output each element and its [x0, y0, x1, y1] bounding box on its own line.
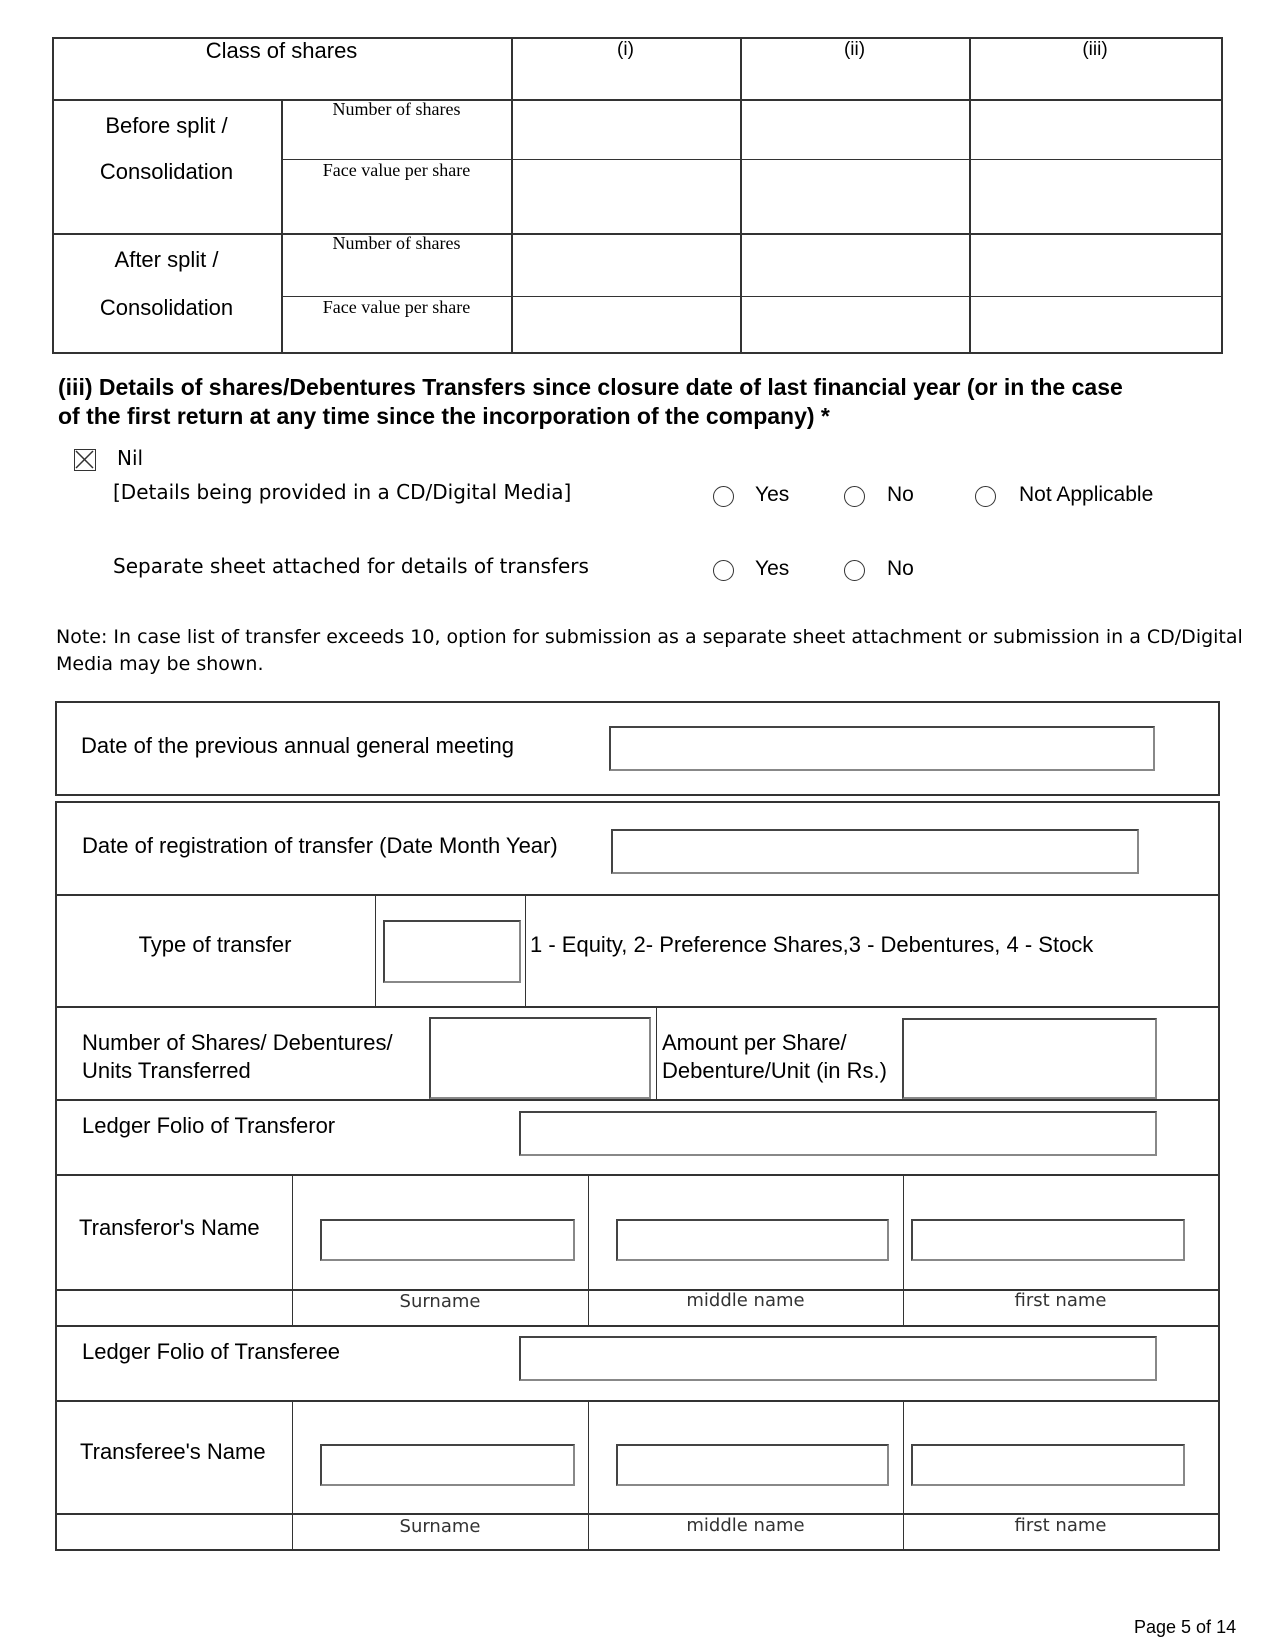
- column-header-i: (i): [617, 39, 634, 60]
- num-units-input[interactable]: [429, 1017, 651, 1099]
- reg-date-label: Date of registration of transfer (Date Month Year): [82, 833, 558, 858]
- separate-sheet-label: Separate sheet attached for details of transfers: [113, 554, 589, 578]
- type-of-transfer-legend: 1 - Equity, 2- Preference Shares,3 - Debentures, 4 - Stock: [530, 932, 1094, 957]
- cell-divider: [375, 894, 376, 1006]
- cd-media-label: [Details being provided in a CD/Digital Media]: [113, 480, 572, 504]
- cd-media-not-applicable-radio[interactable]: [975, 486, 996, 507]
- class-of-shares-header: Class of shares: [205, 38, 358, 63]
- after-face-value-ii-cell[interactable]: [742, 298, 968, 351]
- row-divider: [55, 1325, 1220, 1327]
- after-number-of-shares-ii-cell[interactable]: [742, 235, 968, 295]
- prev-agm-label: Date of the previous annual general meeting: [81, 733, 514, 758]
- section-iii-heading-line2: of the first return at any time since the incorporation of the company) *: [58, 403, 830, 429]
- ledger-transferor-label: Ledger Folio of Transferor: [82, 1113, 336, 1138]
- prev-agm-date-input[interactable]: [609, 726, 1155, 771]
- form-border: [55, 801, 1220, 803]
- transferee-first-name-caption: first name: [1014, 1515, 1107, 1536]
- cd-media-no-label: No: [887, 483, 914, 506]
- row-divider: [55, 894, 1220, 896]
- after-number-of-shares-label: Number of shares: [332, 233, 461, 253]
- transferor-first-name-caption: first name: [1014, 1290, 1107, 1311]
- before-face-value-ii-cell[interactable]: [742, 161, 968, 232]
- amount-label-1: Amount per Share/: [662, 1030, 847, 1055]
- before-face-value-i-cell[interactable]: [513, 161, 739, 232]
- note-line1: Note: In case list of transfer exceeds 10, option for submission as a separate sheet attachment or submission in a CD/Digital: [56, 626, 1243, 648]
- transferor-first-name-input[interactable]: [911, 1219, 1185, 1261]
- column-header-iii: (iii): [1082, 39, 1108, 60]
- transferee-name-label: Transferee's Name: [80, 1439, 266, 1464]
- section-iii-heading-line1: (iii) Details of shares/Debentures Transfers since closure date of last financial year (or in the case: [58, 374, 1123, 400]
- note-line2: Media may be shown.: [56, 653, 264, 675]
- checkbox-x-icon: [75, 450, 94, 469]
- transferor-middle-name-input[interactable]: [616, 1219, 889, 1261]
- transferor-name-label: Transferor's Name: [79, 1215, 260, 1240]
- form-border: [55, 801, 57, 1551]
- before-number-of-shares-i-cell[interactable]: [513, 101, 739, 158]
- before-face-value-label: Face value per share: [322, 160, 471, 180]
- after-split-label-1: After split /: [114, 247, 219, 272]
- ledger-transferee-input[interactable]: [519, 1336, 1157, 1381]
- num-units-label-2: Units Transferred: [82, 1058, 251, 1083]
- ledger-transferee-label: Ledger Folio of Transferee: [82, 1339, 341, 1364]
- nil-checkbox[interactable]: [74, 449, 96, 471]
- cd-media-yes-label: Yes: [755, 483, 790, 506]
- transferor-surname-caption: Surname: [399, 1291, 481, 1312]
- before-split-label-2: Consolidation: [99, 159, 234, 184]
- after-face-value-label: Face value per share: [322, 297, 471, 317]
- reg-date-input[interactable]: [611, 829, 1139, 874]
- page-number: Page 5 of 14: [1134, 1617, 1237, 1637]
- transferor-middle-name-caption: middle name: [686, 1290, 805, 1311]
- transferee-first-name-input[interactable]: [911, 1444, 1185, 1486]
- separate-sheet-yes-label: Yes: [755, 557, 790, 580]
- cd-media-not-applicable-label: Not Applicable: [1019, 483, 1154, 506]
- before-number-of-shares-iii-cell[interactable]: [971, 101, 1220, 158]
- transferee-middle-name-input[interactable]: [616, 1444, 889, 1486]
- type-of-transfer-label: Type of transfer: [138, 932, 292, 957]
- after-number-of-shares-i-cell[interactable]: [513, 235, 739, 295]
- before-number-of-shares-ii-cell[interactable]: [742, 101, 968, 158]
- cd-media-yes-radio[interactable]: [713, 486, 734, 507]
- row-divider: [55, 1099, 1220, 1101]
- row-divider: [55, 1006, 1220, 1008]
- type-of-transfer-input[interactable]: [383, 920, 521, 983]
- num-units-label-1: Number of Shares/ Debentures/: [82, 1030, 393, 1055]
- row-divider: [55, 1400, 1220, 1402]
- form-border: [55, 1549, 1220, 1551]
- before-face-value-iii-cell[interactable]: [971, 161, 1220, 232]
- transferor-surname-input[interactable]: [320, 1219, 575, 1261]
- table-border: [1221, 37, 1223, 354]
- cd-media-no-radio[interactable]: [844, 486, 865, 507]
- amount-per-unit-input[interactable]: [902, 1018, 1157, 1099]
- ledger-transferor-input[interactable]: [519, 1111, 1157, 1156]
- before-split-label-1: Before split /: [105, 113, 228, 138]
- separate-sheet-no-label: No: [887, 557, 914, 580]
- nil-label: Nil: [117, 446, 144, 470]
- transferee-middle-name-caption: middle name: [686, 1515, 805, 1536]
- amount-label-2: Debenture/Unit (in Rs.): [662, 1058, 887, 1083]
- after-face-value-iii-cell[interactable]: [971, 298, 1220, 351]
- cell-divider: [525, 894, 526, 1006]
- form-border: [1218, 801, 1220, 1551]
- separate-sheet-yes-radio[interactable]: [713, 560, 734, 581]
- row-divider: [55, 1174, 1220, 1176]
- after-face-value-i-cell[interactable]: [513, 298, 739, 351]
- transferee-surname-caption: Surname: [399, 1516, 481, 1537]
- transferee-surname-input[interactable]: [320, 1444, 575, 1486]
- column-header-ii: (ii): [843, 39, 866, 60]
- separate-sheet-no-radio[interactable]: [844, 560, 865, 581]
- table-border: [52, 352, 1223, 354]
- after-number-of-shares-iii-cell[interactable]: [971, 235, 1220, 295]
- before-number-of-shares-label: Number of shares: [332, 99, 461, 119]
- cell-divider: [656, 1006, 657, 1099]
- after-split-label-2: Consolidation: [99, 295, 234, 320]
